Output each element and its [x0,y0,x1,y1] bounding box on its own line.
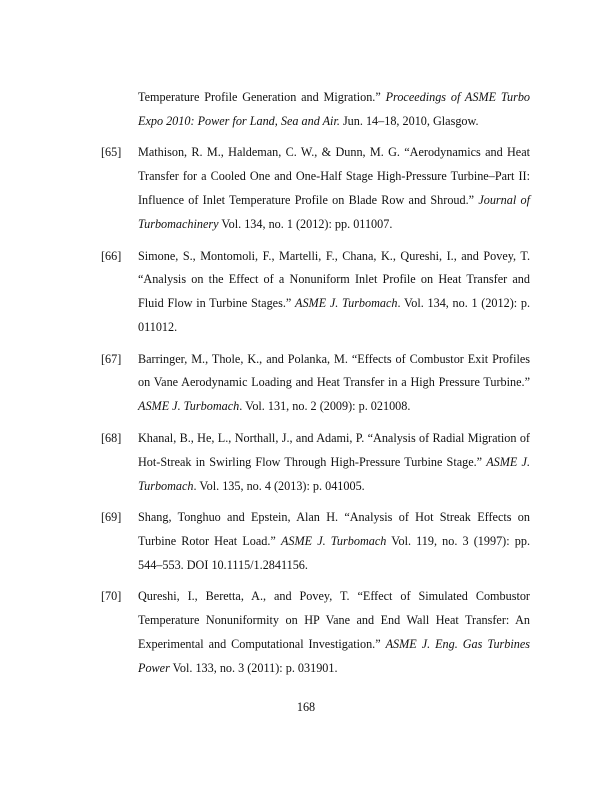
reference-entry [101,427,530,498]
reference-entry [101,506,530,577]
reference-entry [101,86,530,134]
reference-text-segment: Shang, Tonghuo and Epstein, Alan H. “Analysis of Hot Streak Effects on Turbine Rotor Heat Load.” [138,510,530,548]
reference-text-segment: Barringer, M., Thole, K., and Polanka, M. “Effects of Combustor Exit Profiles on Vane Aerodynamic Loading and Heat Transfer in a High Pressure Turbine.” [138,351,530,390]
reference-source-title: ASME J. Eng. Gas Turbines Power [138,637,531,675]
reference-number: [69] [101,510,122,525]
reference-text [138,506,530,577]
reference-text-segment: Khanal, B., He, L., Northall, J., and Adami, P. “Analysis of Radial Migration of Hot-Streak in Swirling Flow Through High-Pressure Turbine Stage.” [138,430,530,469]
reference-entry [101,245,530,340]
reference-text-segment: . Vol. 131, no. 2 (2009): p. 021008. [239,399,411,414]
reference-text [138,348,530,419]
reference-text-segment: Vol. 119, no. 3 (1997): pp. 544–553. DOI 10.1115/1.2841156. [138,534,530,572]
reference-text-segment: . Vol. 134, no. 1 (2012): p. 011012. [138,296,530,334]
reference-source-title: ASME J. Turbomach [295,296,398,311]
reference-text [138,585,530,680]
reference-text-segment: Vol. 134, no. 1 (2012): pp. 011007. [218,216,393,231]
reference-source-title: ASME J. Turbomach [138,399,240,414]
reference-source-title: ASME J. Turbomach [280,534,387,548]
reference-entry [101,348,530,419]
reference-source-title: Journal of Turbomachinery [138,193,530,231]
reference-text-segment: Mathison, R. M., Haldeman, C. W., & Dunn, M. G. “Aerodynamics and Heat Transfer for a Cooled One and One-Half Stage High-Pressure Turbine–Part II: Influence of Inlet Temperature Profile on Blade Row and Shroud.” [138,145,530,208]
reference-text [138,245,530,340]
reference-number: [67] [101,351,122,366]
reference-number: [66] [101,248,122,263]
reference-list [101,86,530,689]
reference-text-segment: . Vol. 135, no. 4 (2013): p. 041005. [193,478,365,493]
reference-source-title: ASME J. Turbomach [138,454,530,493]
reference-entry [101,141,530,236]
reference-text-segment: Simone, S., Montomoli, F., Martelli, F., Chana, K., Qureshi, I., and Povey, T. “Analysis on the Effect of a Nonuniform Inlet Profile on Heat Transfer and Fluid Flow in Turbine Stages.” [138,248,530,311]
reference-entry [101,585,530,680]
reference-text [138,86,530,134]
reference-number: [68] [101,430,122,445]
reference-text-segment: Jun. 14–18, 2010, Glasgow. [339,113,479,128]
reference-text-segment: Temperature Profile Generation and Migration.” [138,90,386,104]
page-number: 168 [296,700,316,714]
reference-text-segment: Qureshi, I., Beretta, A., and Povey, T. “Effect of Simulated Combustor Temperature Nonuniformity on HP Vane and End Wall Heat Transfer: An Experimental and Computational Investigation.” [138,589,530,652]
reference-text-segment: Vol. 133, no. 3 (2011): p. 031901. [169,660,338,675]
reference-text [138,141,530,236]
reference-source-title: Proceedings of ASME Turbo Expo 2010: Power for Land, Sea and Air. [138,90,531,128]
reference-text [138,427,530,498]
reference-number: [70] [101,589,122,604]
reference-number: [65] [101,145,122,160]
